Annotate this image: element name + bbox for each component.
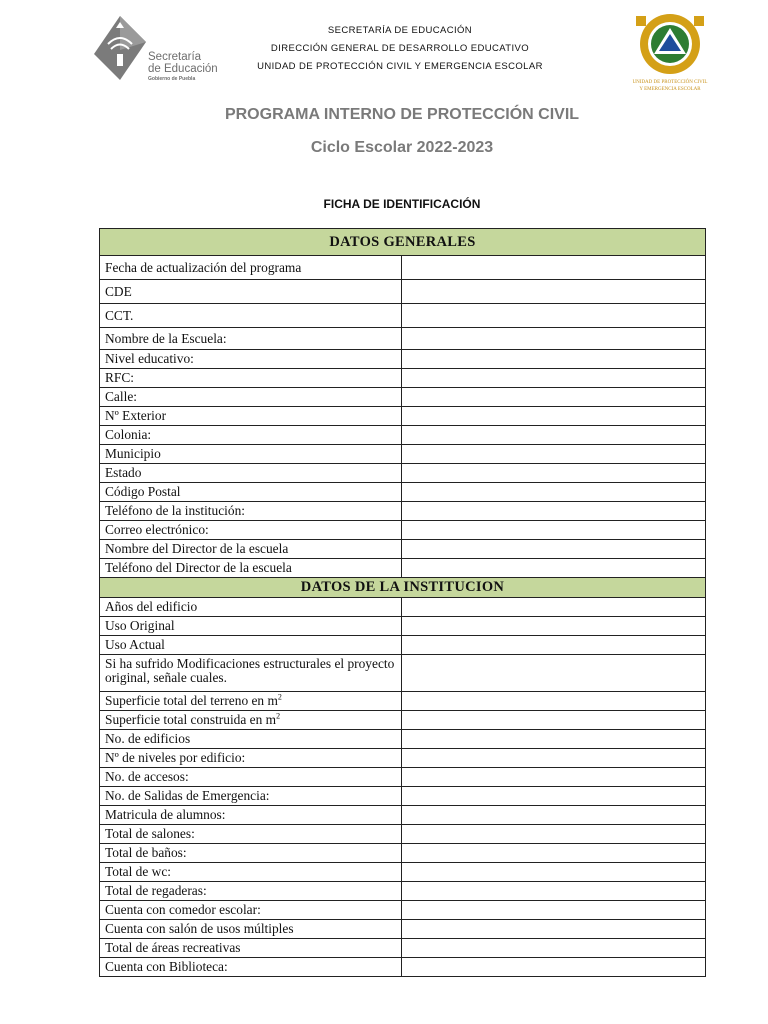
table-row xyxy=(100,730,706,749)
field-label xyxy=(100,369,402,388)
field-label xyxy=(100,350,402,369)
field-label xyxy=(100,540,402,559)
table-row xyxy=(100,768,706,787)
field-label-text: Teléfono del Director de la escuela xyxy=(105,560,292,575)
field-label-text: Total de regaderas: xyxy=(105,883,207,898)
field-value-cell[interactable] xyxy=(402,692,706,711)
field-label xyxy=(100,730,402,749)
field-value-cell[interactable] xyxy=(402,863,706,882)
field-value-cell[interactable] xyxy=(402,920,706,939)
section-heading: DATOS GENERALES xyxy=(100,229,706,256)
field-value-cell[interactable] xyxy=(402,445,706,464)
field-value-cell[interactable] xyxy=(402,730,706,749)
field-value-cell[interactable] xyxy=(402,958,706,977)
field-label xyxy=(100,280,402,304)
field-label-text: No. de edificios xyxy=(105,731,191,746)
field-label-text: Nombre de la Escuela: xyxy=(105,331,227,346)
field-label-text: Total de baños: xyxy=(105,845,187,860)
field-label-text: Colonia: xyxy=(105,427,152,442)
table-row xyxy=(100,844,706,863)
field-value-cell[interactable] xyxy=(402,882,706,901)
table-row xyxy=(100,806,706,825)
field-label-text: CCT. xyxy=(105,308,134,323)
field-value-cell[interactable] xyxy=(402,617,706,636)
table-row xyxy=(100,369,706,388)
field-label-text: Superficie total del terreno en m xyxy=(105,693,278,708)
table-row xyxy=(100,882,706,901)
header-line-1: SECRETARÍA DE EDUCACIÓN xyxy=(327,25,473,36)
section-header xyxy=(100,229,706,256)
field-value-cell[interactable] xyxy=(402,426,706,445)
table-row xyxy=(100,901,706,920)
field-value-cell[interactable] xyxy=(402,806,706,825)
field-value-cell[interactable] xyxy=(402,502,706,521)
field-label xyxy=(100,388,402,407)
field-label-text: Estado xyxy=(105,465,142,480)
table-row xyxy=(100,350,706,369)
field-value-cell[interactable] xyxy=(402,256,706,280)
field-value-cell[interactable] xyxy=(402,636,706,655)
field-value-cell[interactable] xyxy=(402,304,706,328)
field-label xyxy=(100,502,402,521)
field-value-cell[interactable] xyxy=(402,655,706,692)
field-value-cell[interactable] xyxy=(402,521,706,540)
document-title: PROGRAMA INTERNO DE PROTECCIÓN CIVIL xyxy=(224,106,580,123)
header-line-3: UNIDAD DE PROTECCIÓN CIVIL Y EMERGENCIA ESCOLAR xyxy=(257,61,543,72)
field-label-text: Uso Actual xyxy=(105,637,165,652)
field-label-text: Cuenta con Biblioteca: xyxy=(105,959,228,974)
field-label xyxy=(100,882,402,901)
svg-text:Gobierno de Puebla: Gobierno de Puebla xyxy=(148,76,196,82)
identification-table xyxy=(99,228,706,977)
table-row xyxy=(100,426,706,445)
table-row xyxy=(100,280,706,304)
field-value-cell[interactable] xyxy=(402,280,706,304)
field-value-cell[interactable] xyxy=(402,369,706,388)
ficha-heading: FICHA DE IDENTIFICACIÓN xyxy=(323,197,481,211)
field-value-cell[interactable] xyxy=(402,559,706,578)
field-value-cell[interactable] xyxy=(402,464,706,483)
field-label xyxy=(100,958,402,977)
table-row xyxy=(100,598,706,617)
field-label xyxy=(100,844,402,863)
field-value-cell[interactable] xyxy=(402,598,706,617)
field-value-cell[interactable] xyxy=(402,388,706,407)
svg-text:Y EMERGENCIA ESCOLAR: Y EMERGENCIA ESCOLAR xyxy=(639,87,701,92)
table-row xyxy=(100,787,706,806)
unit-superscript: 2 xyxy=(277,692,282,702)
secretaria-educacion-logo xyxy=(92,14,222,84)
field-label xyxy=(100,256,402,280)
table-row xyxy=(100,540,706,559)
field-label xyxy=(100,328,402,350)
field-value-cell[interactable] xyxy=(402,901,706,920)
unit-superscript: 2 xyxy=(276,711,281,721)
table-row xyxy=(100,256,706,280)
field-label xyxy=(100,655,402,692)
field-label-text: CDE xyxy=(105,284,132,299)
table-row xyxy=(100,863,706,882)
field-value-cell[interactable] xyxy=(402,939,706,958)
field-label-text: Superficie total construida en m xyxy=(105,712,277,727)
field-label-text: Municipio xyxy=(105,446,161,461)
field-label-text: Nombre del Director de la escuela xyxy=(105,541,289,556)
table-row xyxy=(100,920,706,939)
field-label-text: Cuenta con comedor escolar: xyxy=(105,902,261,917)
field-label xyxy=(100,636,402,655)
header-line-2: DIRECCIÓN GENERAL DE DESARROLLO EDUCATIVO xyxy=(270,43,530,54)
section-header xyxy=(100,578,706,598)
field-value-cell[interactable] xyxy=(402,407,706,426)
table-row xyxy=(100,388,706,407)
field-label-text: Teléfono de la institución: xyxy=(105,503,245,518)
field-label xyxy=(100,863,402,882)
field-value-cell[interactable] xyxy=(402,768,706,787)
field-label xyxy=(100,825,402,844)
field-label-text: Nº Exterior xyxy=(105,408,167,423)
field-label xyxy=(100,787,402,806)
table-row xyxy=(100,617,706,636)
section-heading: DATOS DE LA INSTITUCION xyxy=(100,578,706,598)
state-emblem-icon xyxy=(92,14,222,84)
table-row xyxy=(100,711,706,730)
field-label-text: Años del edificio xyxy=(105,599,198,614)
field-value-cell[interactable] xyxy=(402,844,706,863)
field-label xyxy=(100,407,402,426)
field-value-cell[interactable] xyxy=(402,749,706,768)
field-label xyxy=(100,768,402,787)
table-row xyxy=(100,636,706,655)
document-subtitle: Ciclo Escolar 2022-2023 xyxy=(310,139,494,156)
field-label-text: Nº de niveles por edificio: xyxy=(105,750,246,765)
field-value-cell[interactable] xyxy=(402,483,706,502)
field-label xyxy=(100,559,402,578)
field-label xyxy=(100,920,402,939)
field-label-text: Total de áreas recreativas xyxy=(105,940,241,955)
field-label-text: Si ha sufrido Modificaciones estructurales el proyecto original, señale cuales. xyxy=(105,656,395,685)
table-row xyxy=(100,939,706,958)
field-label xyxy=(100,464,402,483)
civil-protection-emblem-icon xyxy=(622,8,718,100)
field-label-text: Total de wc: xyxy=(105,864,171,879)
table-row xyxy=(100,464,706,483)
field-label-text: Nivel educativo: xyxy=(105,351,194,366)
field-label xyxy=(100,749,402,768)
field-label-text: Fecha de actualización del programa xyxy=(105,260,302,275)
field-label-text: Cuenta con salón de usos múltiples xyxy=(105,921,294,936)
table-row xyxy=(100,749,706,768)
field-value-cell[interactable] xyxy=(402,825,706,844)
table-row xyxy=(100,559,706,578)
field-value-cell[interactable] xyxy=(402,328,706,350)
field-label xyxy=(100,617,402,636)
svg-text:UNIDAD DE PROTECCIÓN CIVIL: UNIDAD DE PROTECCIÓN CIVIL xyxy=(632,80,708,85)
table-row xyxy=(100,521,706,540)
field-label-text: Correo electrónico: xyxy=(105,522,209,537)
field-value-cell[interactable] xyxy=(402,350,706,369)
field-value-cell[interactable] xyxy=(402,787,706,806)
field-label xyxy=(100,901,402,920)
field-label xyxy=(100,711,402,730)
field-label-text: Calle: xyxy=(105,389,137,404)
svg-text:Secretaría: Secretaría xyxy=(148,51,202,63)
table-row xyxy=(100,445,706,464)
field-value-cell[interactable] xyxy=(402,540,706,559)
field-label xyxy=(100,598,402,617)
table-row xyxy=(100,304,706,328)
table-row xyxy=(100,483,706,502)
field-label-text: No. de Salidas de Emergencia: xyxy=(105,788,270,803)
field-label-text: No. de accesos: xyxy=(105,769,189,784)
field-label xyxy=(100,521,402,540)
field-label xyxy=(100,806,402,825)
table-row xyxy=(100,502,706,521)
table-row xyxy=(100,328,706,350)
table-row xyxy=(100,825,706,844)
field-label xyxy=(100,445,402,464)
field-label xyxy=(100,426,402,445)
table-row xyxy=(100,692,706,711)
table-row xyxy=(100,655,706,692)
field-label-text: Total de salones: xyxy=(105,826,195,841)
field-label-text: Uso Original xyxy=(105,618,175,633)
field-value-cell[interactable] xyxy=(402,711,706,730)
field-label-text: RFC: xyxy=(105,370,135,385)
field-label xyxy=(100,939,402,958)
table-row xyxy=(100,407,706,426)
field-label-text: Matricula de alumnos: xyxy=(105,807,226,822)
table-row xyxy=(100,958,706,977)
field-label xyxy=(100,483,402,502)
svg-text:de Educación: de Educación xyxy=(148,63,218,75)
field-label-text: Código Postal xyxy=(105,484,181,499)
field-label xyxy=(100,304,402,328)
proteccion-civil-logo xyxy=(622,8,718,100)
field-label xyxy=(100,692,402,711)
